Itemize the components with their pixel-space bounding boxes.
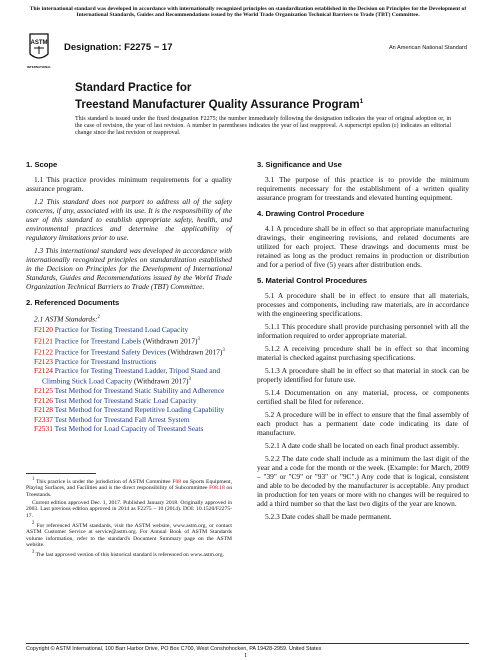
- para-5-2: 5.2 A procedure will be in effect to ensure that the final assembly of each product has a permanent date code indicating its date of manufacture.: [257, 410, 469, 437]
- reference-item[interactable]: F2124 Practice for Testing Treestand Ladder, Tripod Stand and Climbing Stick Load Capacity (Withdrawn 2017)$^3$: [34, 366, 221, 386]
- footnote-divider: [26, 473, 96, 474]
- page-number: 1: [244, 652, 248, 659]
- national-standard-label: An American National Standard: [388, 45, 467, 51]
- committee-link[interactable]: F08: [172, 478, 182, 485]
- copyright-divider: [26, 643, 469, 644]
- section-heading-drawing-control: 4. Drawing Control Procedure: [257, 209, 365, 218]
- title-footnote-ref[interactable]: 1: [359, 98, 364, 105]
- copyright-line: Copyright © ASTM International, 100 Barr Harbor Drive, PO Box C700, West Conshohocken, PA 19428-2959. United States: [26, 646, 322, 652]
- para-5-1-3: 5.1.3 A procedure shall be in effect so that material in stock can be properly identified for future use.: [257, 366, 469, 384]
- para-1-2: 1.2 This standard does not purport to address all of the safety concerns, if any, associated with its use. It is the responsibility of the user of this standard to establish appropriate safety, health, and environmental practices and determine the applicability of regulatory limitations prior to use.: [26, 197, 232, 242]
- section-heading-material-control: 5. Material Control Procedures: [257, 276, 368, 285]
- reference-item[interactable]: F2121 Practice for Treestand Labels (Withdrawn 2017)$^3$: [34, 336, 200, 346]
- para-5-2-2: 5.2.2 The date code shall include as a minimum the last digit of the year and a code for the month or the week. (Example: for March, 2009 – "39" or "C9" or "93" or "9C".) Any code that is logical, consistent and able to be decoded by the manufacturer is acceptable. Any product in production for ten years or more with no changes will be required to add a third number so that the last two digits of the year are known.: [257, 454, 469, 508]
- para-4-1: 4.1 A procedure shall be in effect so that appropriate manufacturing drawings, their engineering revisions, and related documents are utilized for each project. These drawings and documents must be retained as long as the product remains in production or distribution and for a period of five (5) years after distribution ends.: [257, 224, 469, 269]
- para-5-1-2: 5.1.2 A receiving procedure shall be in effect so that incoming material is checked against purchasing specifications.: [257, 344, 469, 362]
- reference-item[interactable]: F2531 Test Method for Load Capacity of Treestand Seats: [34, 424, 204, 434]
- section-heading-referenced-documents: 2. Referenced Documents: [26, 298, 120, 307]
- title-line-1: Standard Practice for: [75, 82, 192, 94]
- astm-logo-icon: [27, 32, 51, 72]
- para-1-1: 1.1 This practice provides minimum requirements for a quality assurance program.: [26, 175, 232, 193]
- footnote-1: $^1$ This practice is under the jurisdiction of ASTM Committee F08 on Sports Equipment, Playing Surfaces, and Facilities and is the direct responsibility of Subcommittee F08.18 on Treestands.: [26, 477, 232, 498]
- para-1-3: 1.3 This international standard was developed in accordance with internationally recognized principles on standardization established in the Decision on Principles for the Development of International Standards, Guides and Recommendations issued by the World Trade Organization Technical Barriers to Trade (TBT) Committee.: [26, 246, 232, 291]
- wto-notice: This international standard was developed in accordance with internationally recognized principles on standardization established in the Decision on Principles for the Development of International Standards, Guides and Recommendations issued by the World Trade Organization Technical Barriers to Trade (TBT) Committee.: [29, 6, 467, 19]
- footnote-3: $^3$ The last approved version of this historical standard is referenced on www.astm.org.: [32, 550, 225, 559]
- footnote-2: $^2$ For referenced ASTM standards, visit the ASTM website, www.astm.org, or contact ASTM Customer Service at service@astm.org. For Annual Book of ASTM Standards volume information, refer to the standard's Document Summary page on the ASTM website.: [26, 520, 232, 549]
- svg-text:ASTM: ASTM: [30, 40, 48, 46]
- reference-list: [34, 325, 232, 433]
- reference-item[interactable]: F2337 Test Method for Treestand Fall Arrest System: [34, 414, 190, 424]
- document-title: [75, 82, 363, 112]
- para-5-2-3: 5.2.3 Date codes shall be made permanent.: [265, 512, 392, 521]
- reference-item[interactable]: F2123 Practice for Treestand Instructions: [34, 356, 157, 366]
- astm-standards-label: 2.1 ASTM Standards:$^2$: [34, 314, 100, 324]
- title-line-2: Treestand Manufacturer Quality Assurance Program$^1$: [75, 98, 364, 111]
- svg-text:INTERNATIONAL: INTERNATIONAL: [27, 65, 51, 69]
- para-5-2-1: 5.2.1 A date code shall be located on each final product assembly.: [265, 441, 460, 450]
- right-column: [257, 157, 469, 525]
- section-heading-significance: 3. Significance and Use: [257, 160, 342, 169]
- reference-item[interactable]: F2122 Practice for Treestand Safety Devices (Withdrawn 2017)$^3$: [34, 347, 225, 357]
- para-5-1: 5.1 A procedure shall be in effect to ensure that all materials, processes and components, including raw materials, are in accordance with the engineering specifications.: [257, 291, 469, 318]
- reference-item[interactable]: F2126 Test Method for Treestand Static Load Capacity: [34, 395, 197, 405]
- footnotes: [26, 477, 232, 560]
- reference-item[interactable]: F2128 Test Method for Treestand Repetitive Loading Capability: [34, 405, 225, 415]
- intro-paragraph: This standard is issued under the fixed designation F2275; the number immediately following the designation indicates the year of original adoption or, in the case of revision, the year of last revision. A number in parentheses indicates the year of last reapproval. A superscript epsilon (ε) indicates an editorial change since the last revision or reapproval.: [75, 116, 451, 136]
- reference-item[interactable]: F2120 Practice for Testing Treestand Load Capacity: [34, 325, 189, 335]
- para-5-1-4: 5.1.4 Documentation on any material, process, or components certified shall be filed for reference.: [257, 388, 469, 406]
- subcommittee-link[interactable]: F08.18: [209, 485, 225, 492]
- footnote-1-edition: Current edition approved Dec. 1, 2017. Published January 2018. Originally approved in 2003. Last previous edition approved in 2014 as F2275 – 10 (2014). DOI: 10.1520/F2275-17.: [26, 499, 232, 519]
- reference-item[interactable]: F2125 Test Method for Treestand Static Stability and Adherence: [34, 386, 225, 396]
- section-heading-scope: 1. Scope: [26, 160, 58, 169]
- left-column: [26, 157, 232, 434]
- para-5-1-1: 5.1.1 This procedure shall provide purchasing personnel with all the information required to order appropriate material.: [257, 322, 469, 340]
- designation: Designation: F2275 − 17: [64, 42, 173, 53]
- para-3-1: 3.1 The purpose of this practice is to provide the minimum requirements necessary for the establishment of a written quality assurance program for treestands and elevated hunting equipment.: [257, 175, 469, 202]
